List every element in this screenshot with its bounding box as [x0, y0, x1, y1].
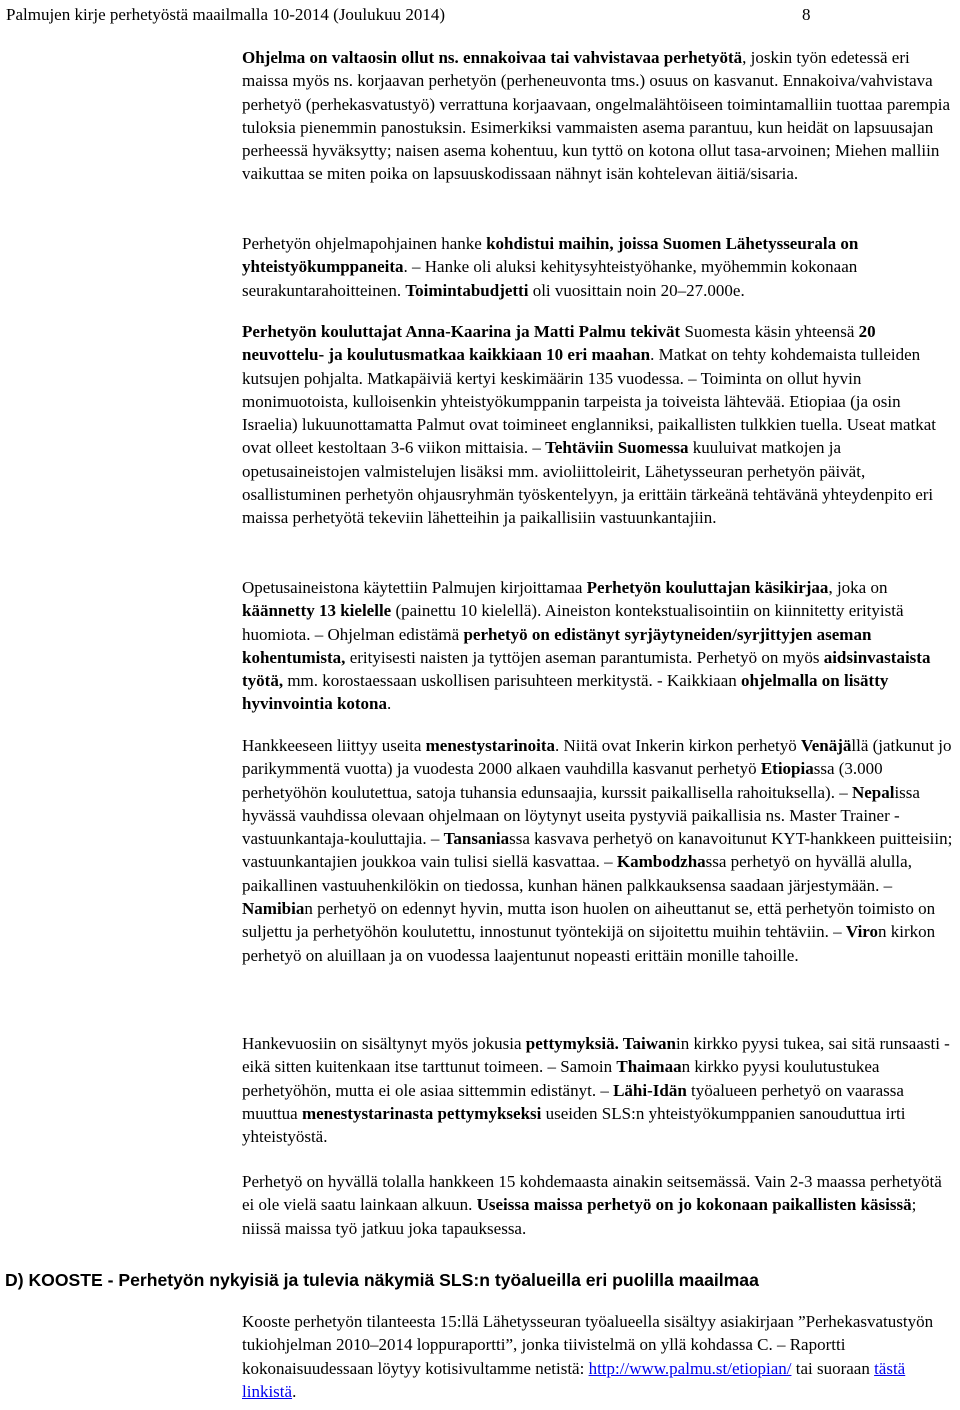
text-run: . Matkat on tehty kohdemaista tulleiden kutsujen pohjalta. Matkapäiviä kertyi keskimäärin 135 vuodessa. – Toiminta on ollut hyvin monimuotoista, kulloisenkin yhteistyökumppanin tarpeista ja toiveista lähtevää. Etiopiaa (ja osin Israelia) lukuunottamatta Palmut ovat toimineet englanniksi, paikallisten tulkkien tuella. Useat matkat ovat olleet kestoltaan 3-6 viikon mittaisia. – [242, 345, 936, 458]
text-run: n kirkko pyysi koulutustukea perhetyöhön, mutta ei ole asiaa sittemmin edistänyt. – [242, 1057, 880, 1100]
text-run: Perhetyön ohjelmapohjainen hanke [242, 234, 487, 253]
paragraph-kooste [242, 1310, 956, 1403]
text-run: , joka on [828, 578, 888, 597]
bold-text-run: Useissa maissa perhetyö on jo kokonaan paikallisten käsissä [476, 1195, 912, 1215]
bold-text-run: Lähi-Idän [613, 1080, 687, 1100]
paragraph-project-scope [242, 232, 956, 302]
bold-text-run: Thaimaa [616, 1057, 682, 1077]
text-run: mm. korostaessaan uskollisen parisuhteen merkitystä. - Kaikkiaan [283, 671, 742, 691]
text-run: . [387, 694, 392, 714]
text-run: n perhetyö on edennyt hyvin, mutta ison huolen on aiheuttanut se, että perhetyön toimisto on suljettu ja perhetyöhön koulutettu, innostunut työntekijä on sijoitettu muihin tehtäviin. – [242, 899, 936, 942]
bold-text-run: Perhetyön kouluttajan käsikirjaa [586, 578, 829, 597]
text-run: työalueen perhetyö on vaarassa muuttua [242, 1080, 904, 1123]
text-run: llä (jatkunut jo parikymmentä vuotta) ja vuodesta 2000 alkaen vauhdilla kasvanut perhetyö [242, 736, 952, 779]
text-run: Hankevuosiin on sisältynyt myös jokusia [242, 1034, 526, 1053]
bold-text-run: käännetty 13 kielelle [242, 601, 392, 621]
bold-text-run: menestystarinoita [425, 736, 556, 755]
text-run: . – Hanke oli aluksi kehitysyhteistyöhanke, myöhemmin kokonaan seurakuntarahoitteinen. [242, 257, 858, 300]
page-header-title: Palmujen kirje perhetyöstä maailmalla 10-2014 (Joulukuu 2014) [6, 5, 446, 24]
paragraph-trainers [242, 320, 956, 530]
paragraph-program-type [242, 46, 956, 186]
text-run: useiden SLS:n yhteistyökumppanien sanouduttua irti yhteistyöstä. [242, 1103, 906, 1147]
paragraph-status-summary [242, 1170, 956, 1240]
bold-text-run: Viro [845, 922, 879, 942]
bold-text-run: Nepal [851, 782, 895, 802]
text-run: kuuluivat matkojen ja opetusaineistojen valmistelujen lisäksi mm. avioliittoleirit, Lähetysseuran perhetyön päivät, osallistuminen perhetyön ohjausryhmän työskentelyyn, ja erittäin tärkeänä tehtävänä yhteydenpito eri maissa perhetyötä tekeviin lähetteihin ja paikallisiin vastuunkantajiin. [242, 438, 934, 528]
bold-text-run: ohjelmalla on lisätty hyvinvointia kotona [242, 671, 889, 714]
direct-report-link[interactable]: tästä linkistä [242, 1358, 906, 1401]
bold-text-run: Ohjelma on valtaosin ollut ns. ennakoivaa tai vahvistavaa perhetyötä [242, 48, 743, 67]
text-run: Hankkeeseen liittyy useita [242, 736, 426, 755]
bold-text-run: Etiopia [760, 759, 814, 779]
text-run: Opetusaineistona käytettiin Palmujen kirjoittamaa [242, 578, 587, 597]
kooste-text: Kooste perhetyön tilanteesta 15:llä Lähetysseuran työalueella sisältyy asiakirjaan ”Perhekasvatustyön tukiohjelman 2010–2014 loppuraportti”, jonka tiivistelmä on yllä kohdassa C. – Raportti kokonaisuudessaan löytyy kotisivultamme netistä: [242, 1312, 934, 1378]
bold-text-run: Toimintabudjetti [405, 280, 529, 300]
text-run: n kirkon perhetyö on aluillaan ja on vuodessa laajentunut nopeasti erittäin monille tahoille. [242, 922, 936, 965]
bold-text-run: aidsinvastaista työtä, [242, 647, 931, 691]
kooste-middle-text: tai suoraan [791, 1358, 875, 1378]
text-run: ssa kasvava perhetyö on kanavoitunut KYT-hankkeen puitteisiin; vastuunkantajien joukkoa vain tulisi siellä kasvattaa. – [242, 829, 953, 872]
text-run: erityisesti naisten ja tyttöjen aseman parantumista. Perhetyö on myös [345, 647, 824, 667]
section-heading-d: D) KOOSTE - Perhetyön nykyisiä ja tulevia näkymiä SLS:n työalueilla eri puolilla maailmaa [5, 1270, 759, 1290]
text-run: issa hyvässä vauhdissa olevaan ohjelmaan on löytynyt useita pystyviä paikallisia ns. Master Trainer -vastuunkantaja-kouluttajia. – [242, 782, 920, 849]
bold-text-run: Kambodzha [616, 852, 706, 872]
text-run: . Niitä ovat Inkerin kirkon perhetyö [555, 736, 801, 755]
bold-text-run: 20 neuvottelu- ja koulutusmatkaa kaikkiaan 10 eri maahan [242, 322, 876, 365]
page-number: 8 [802, 5, 811, 24]
bold-text-run: Tehtäviin Suomessa [545, 438, 689, 458]
text-run: in kirkko pyysi tukea, sai sitä runsaasti - eikä sitten kuitenkaan itse tarttunut toimeen. – Samoin [242, 1034, 950, 1077]
text-run: (painettu 10 kielellä). Aineiston kontekstualisointiin on kiinnitetty erityistä huomiota. – Ohjelman edistämä [242, 601, 904, 644]
paragraph-teaching-material [242, 576, 956, 716]
paragraph-success-stories [242, 734, 956, 967]
bold-text-run: Namibia [242, 899, 305, 919]
text-run: ; niissä maissa työ jatkuu joka tapauksessa. [242, 1195, 917, 1238]
bold-text-run: Tansania [443, 829, 510, 849]
bold-text-run: Venäjä [800, 736, 852, 755]
kooste-end-text: . [292, 1381, 297, 1401]
bold-text-run: perhetyö on edistänyt syrjäytyneiden/syrjittyjen aseman kohentumista, [242, 624, 872, 667]
bold-text-run: kohdistui maihin, joissa Suomen Lähetysseurala on yhteistyökumppaneita [242, 234, 859, 277]
text-run: , joskin työn edetessä eri maissa myös ns. korjaavan perhetyön (perheneuvonta tms.) osuus on kasvanut. Ennakoiva/vahvistava perhetyö (perhekasvatustyö) verrattuna korjaavaan, ongelmalähtöiseen toimintamalliin tuottaa parempia tuloksia pienemmin panostuksin. Esimerkiksi vammaisten asema parantuu, kun heidät on lapsuusajan perheessä hyväksytty; naisen asema kohentuu, kun tyttö on kotona ollut tasa-arvoinen; Miehen malliin vaikuttaa se miten poika on lapsuuskodissaan nähnyt isän kohtelevan äitiä/sisaria. [242, 48, 951, 184]
homepage-link[interactable]: http://www.palmu.st/etiopian/ [588, 1358, 792, 1378]
paragraph-disappointments [242, 1032, 956, 1148]
text-run: oli vuosittain noin 20–27.000e. [528, 280, 745, 300]
bold-text-run: pettymyksiä. Taiwan [525, 1034, 676, 1053]
text-run: ssa (3.000 perhetyöhön koulutettua, satoja tuhansia edunsaajia, kurssit paikallisella rahoituksella). – [242, 759, 883, 802]
text-run: Suomesta käsin yhteensä [680, 322, 859, 341]
bold-text-run: menestystarinasta pettymykseksi [301, 1103, 542, 1123]
bold-text-run: Perhetyön kouluttajat Anna-Kaarina ja Matti Palmu tekivät [242, 322, 681, 341]
text-run: Perhetyö on hyvällä tolalla hankkeen 15 kohdemaasta ainakin seitsemässä. Vain 2-3 maassa perhetyötä ei ole vielä saatu lainkaan alkuun. [242, 1172, 942, 1215]
text-run: ssa perhetyö on hyvällä alulla, paikallinen vastuuhenkilökin on tiedossa, kunhan hänen palkkauksensa saadaan järjestymään. – [242, 852, 912, 895]
